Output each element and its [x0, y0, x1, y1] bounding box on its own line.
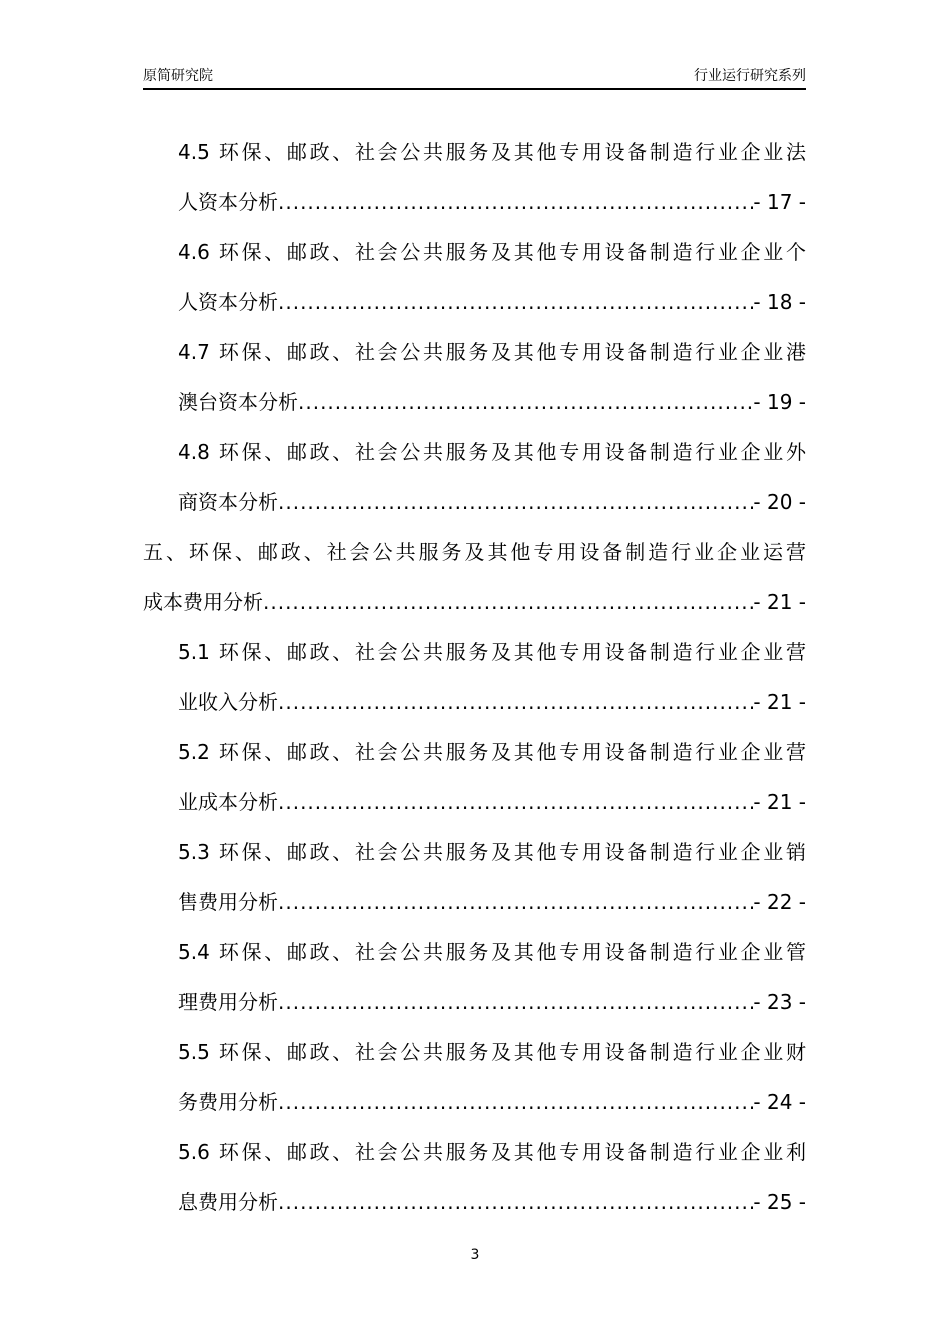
toc-entry[interactable] [178, 1127, 806, 1227]
toc-entry-title: 4.7 环保、邮政、社会公共服务及其他专用设备制造行业企业港 [178, 340, 806, 364]
toc-entry-title: 4.8 环保、邮政、社会公共服务及其他专用设备制造行业企业外 [178, 440, 806, 464]
dot-leader [278, 877, 753, 927]
toc-entry[interactable] [178, 427, 806, 527]
toc-page-number: - 23 - [753, 990, 806, 1014]
toc-entry-title: 4.6 环保、邮政、社会公共服务及其他专用设备制造行业企业个 [178, 240, 806, 264]
page-header [143, 66, 806, 90]
toc-entry[interactable] [178, 627, 806, 727]
toc-page-number: - 17 - [753, 190, 806, 214]
toc-entry-title: 5.5 环保、邮政、社会公共服务及其他专用设备制造行业企业财 [178, 1040, 806, 1064]
dot-leader [278, 477, 753, 527]
table-of-contents [0, 127, 950, 1227]
toc-entry[interactable] [178, 727, 806, 827]
toc-page-number: - 21 - [753, 790, 806, 814]
toc-entry-title-cont: 售费用分析 [178, 890, 278, 914]
toc-page-number: - 20 - [753, 490, 806, 514]
toc-page-number: - 22 - [753, 890, 806, 914]
dot-leader [278, 277, 753, 327]
dot-leader [278, 1077, 753, 1127]
toc-entry[interactable] [178, 827, 806, 927]
dot-leader [298, 377, 753, 427]
toc-entry[interactable] [143, 527, 806, 627]
toc-entry-title-cont: 理费用分析 [178, 990, 278, 1014]
toc-entry[interactable] [178, 927, 806, 1027]
dot-leader [278, 177, 753, 227]
toc-entry-title-cont: 商资本分析 [178, 490, 278, 514]
toc-entry[interactable] [178, 127, 806, 227]
toc-entry-title: 5.6 环保、邮政、社会公共服务及其他专用设备制造行业企业利 [178, 1140, 806, 1164]
toc-entry-title: 五、环保、邮政、社会公共服务及其他专用设备制造行业企业运营 [143, 540, 806, 564]
toc-entry-title: 5.3 环保、邮政、社会公共服务及其他专用设备制造行业企业销 [178, 840, 806, 864]
page-number: 3 [470, 1247, 480, 1263]
toc-page-number: - 24 - [753, 1090, 806, 1114]
toc-entry-title-cont: 息费用分析 [178, 1190, 278, 1214]
toc-entry[interactable] [178, 227, 806, 327]
dot-leader [278, 777, 753, 827]
toc-entry-title: 5.2 环保、邮政、社会公共服务及其他专用设备制造行业企业营 [178, 740, 806, 764]
toc-page-number: - 19 - [753, 390, 806, 414]
dot-leader [278, 677, 753, 727]
toc-page-number: - 21 - [753, 690, 806, 714]
toc-entry-title-cont: 务费用分析 [178, 1090, 278, 1114]
header-left: 原简研究院 [143, 68, 213, 84]
dot-leader [278, 1177, 753, 1227]
toc-entry-title: 5.4 环保、邮政、社会公共服务及其他专用设备制造行业企业管 [178, 940, 806, 964]
toc-entry-title: 5.1 环保、邮政、社会公共服务及其他专用设备制造行业企业营 [178, 640, 806, 664]
toc-page-number: - 25 - [753, 1190, 806, 1214]
toc-entry-title-cont: 澳台资本分析 [178, 390, 298, 414]
toc-entry[interactable] [178, 1027, 806, 1127]
toc-entry-title-cont: 业成本分析 [178, 790, 278, 814]
toc-entry-title: 4.5 环保、邮政、社会公共服务及其他专用设备制造行业企业法 [178, 140, 806, 164]
toc-entry-title-cont: 人资本分析 [178, 290, 278, 314]
toc-entry-title-cont: 成本费用分析 [143, 590, 263, 614]
toc-page-number: - 18 - [753, 290, 806, 314]
toc-entry[interactable] [178, 327, 806, 427]
toc-page-number: - 21 - [753, 590, 806, 614]
dot-leader [263, 577, 753, 627]
header-right: 行业运行研究系列 [694, 68, 806, 84]
toc-entry-title-cont: 人资本分析 [178, 190, 278, 214]
toc-entry-title-cont: 业收入分析 [178, 690, 278, 714]
dot-leader [278, 977, 753, 1027]
